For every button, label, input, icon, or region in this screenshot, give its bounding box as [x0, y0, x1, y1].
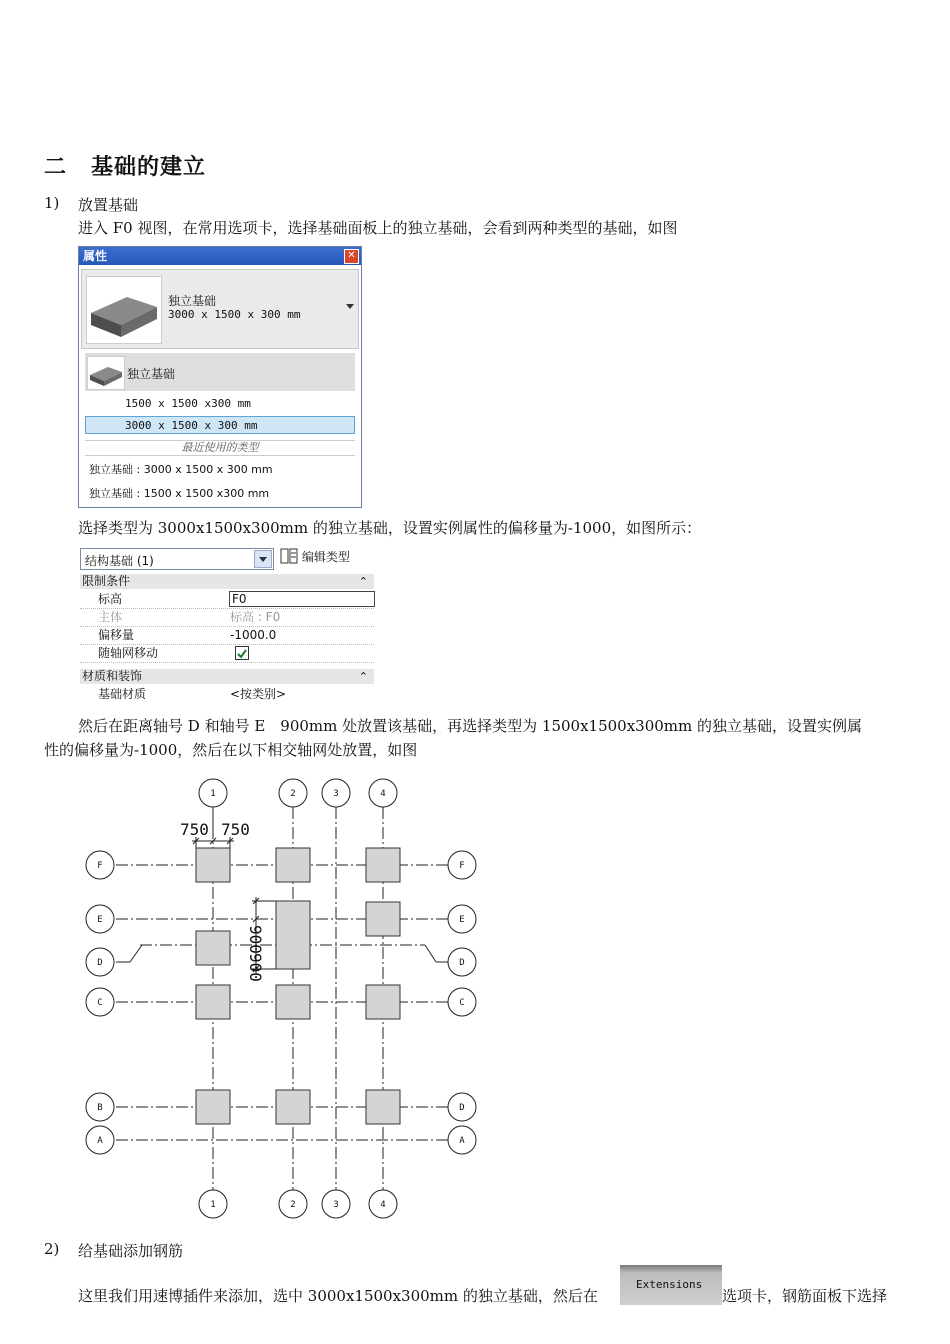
offset-field[interactable]: -1000.0: [230, 628, 277, 642]
dim-750-right: 750: [221, 820, 250, 839]
axis-label-right-D2: D: [459, 1103, 465, 1113]
footing-thumbnail-icon: [86, 276, 162, 344]
properties-panel-type-selector: [78, 246, 362, 508]
collapse-icon[interactable]: ⌃: [358, 575, 368, 588]
axis-label-left-F: F: [97, 861, 103, 871]
group-materials[interactable]: 材质和装饰 ⌃: [80, 669, 374, 684]
level-field[interactable]: F0: [229, 591, 375, 607]
footing: [276, 985, 310, 1019]
prop-row-move-with-grids: 随轴网移动: [80, 644, 374, 663]
type-selector[interactable]: 独立基础 3000 x 1500 x 300 mm: [81, 269, 359, 349]
chevron-down-icon[interactable]: [254, 550, 272, 568]
axis-label-top-1: 1: [210, 789, 216, 799]
prop-row-material: 基础材质 <按类别>: [98, 687, 287, 701]
axis-label-right-D: D: [459, 958, 465, 968]
axis-label-left-E: E: [97, 915, 103, 925]
chevron-down-icon[interactable]: [346, 304, 354, 309]
axis-label-right-C: C: [459, 998, 465, 1008]
paragraph-4a: 这里我们用速博插件来添加，选中 3000x1500x300mm 的独立基础，然后在: [78, 1287, 598, 1305]
footing: [276, 1090, 310, 1124]
footing: [366, 985, 400, 1019]
footing: [196, 985, 230, 1019]
footing: [196, 1090, 230, 1124]
axis-label-right-A: A: [459, 1136, 465, 1146]
family-header: 独立基础: [85, 353, 355, 391]
instance-properties-panel: [78, 546, 376, 704]
footing: [276, 848, 310, 882]
axis-label-left-D: D: [97, 958, 103, 968]
axis-label-left-C: C: [97, 998, 103, 1008]
material-field[interactable]: <按类别>: [230, 687, 287, 701]
axis-label-left-A: A: [97, 1136, 103, 1146]
footing: [196, 848, 230, 882]
footing-large: [276, 901, 310, 969]
dim-750-left: 750: [180, 820, 209, 839]
panel-title-bar: 属性 ✕: [79, 247, 361, 265]
section-heading: 二 基础的建立: [44, 154, 207, 180]
list-item-1: 1) 放置基础: [44, 194, 139, 214]
dim-900-lower: 900: [246, 953, 265, 982]
footing: [196, 931, 230, 965]
checkmark-icon: [236, 648, 248, 660]
axis-label-bottom-4: 4: [380, 1200, 386, 1210]
edit-type-icon: [280, 548, 298, 564]
axis-label-right-F: F: [459, 861, 465, 871]
dim-900-upper: 900: [246, 925, 265, 954]
move-with-grids-checkbox[interactable]: [235, 646, 249, 660]
paragraph-3a: 然后在距离轴号 D 和轴号 E 900mm 处放置该基础，再选择类型为 1500x1500x300mm 的独立基础，设置实例属: [78, 717, 863, 735]
footing-small-icon: [87, 356, 125, 390]
prop-row-level: 标高 F0: [80, 590, 374, 609]
grid-plan-drawing: [80, 775, 500, 1225]
recent-type-1[interactable]: 独立基础 : 3000 x 1500 x 300 mm: [89, 463, 273, 476]
axis-label-top-2: 2: [290, 789, 296, 799]
footing: [366, 1090, 400, 1124]
paragraph-2: 选择类型为 3000x1500x300mm 的独立基础，设置实例属性的偏移量为-1000，如图所示：: [78, 519, 702, 537]
axis-label-right-E: E: [459, 915, 465, 925]
axis-label-top-4: 4: [380, 789, 386, 799]
paragraph-1: 进入 F0 视图，在常用选项卡，选择基础面板上的独立基础，会看到两种类型的基础，如图: [78, 219, 678, 237]
recent-type-2[interactable]: 独立基础 : 1500 x 1500 x300 mm: [89, 487, 270, 500]
axis-label-bottom-2: 2: [290, 1200, 296, 1210]
category-dropdown[interactable]: 结构基础 (1): [80, 548, 274, 570]
axis-label-left-B: B: [97, 1103, 103, 1113]
edit-type-button[interactable]: 编辑类型: [280, 548, 350, 565]
footing: [366, 848, 400, 882]
recent-types-label: 最近使用的类型: [85, 440, 355, 456]
footing: [366, 902, 400, 936]
group-constraints[interactable]: 限制条件 ⌃: [80, 574, 374, 589]
axis-label-top-3: 3: [333, 789, 339, 799]
type-option-1500[interactable]: 1500 x 1500 x300 mm: [125, 397, 251, 410]
collapse-icon[interactable]: ⌃: [358, 670, 368, 683]
paragraph-4b: 选项卡，钢筋面板下选择: [722, 1287, 888, 1305]
axis-label-bottom-1: 1: [210, 1200, 216, 1210]
extensions-tab[interactable]: Extensions: [620, 1265, 722, 1305]
close-icon[interactable]: ✕: [344, 249, 359, 264]
prop-row-host: 主体 标高 : F0: [80, 608, 374, 627]
paragraph-3b: 性的偏移量为-1000，然后在以下相交轴网处放置，如图: [44, 741, 418, 759]
axis-label-bottom-3: 3: [333, 1200, 339, 1210]
prop-row-offset: 偏移量 -1000.0: [80, 626, 374, 645]
list-item-2: 2) 给基础添加钢筋: [44, 1240, 184, 1260]
type-option-3000[interactable]: 3000 x 1500 x 300 mm: [125, 419, 258, 432]
